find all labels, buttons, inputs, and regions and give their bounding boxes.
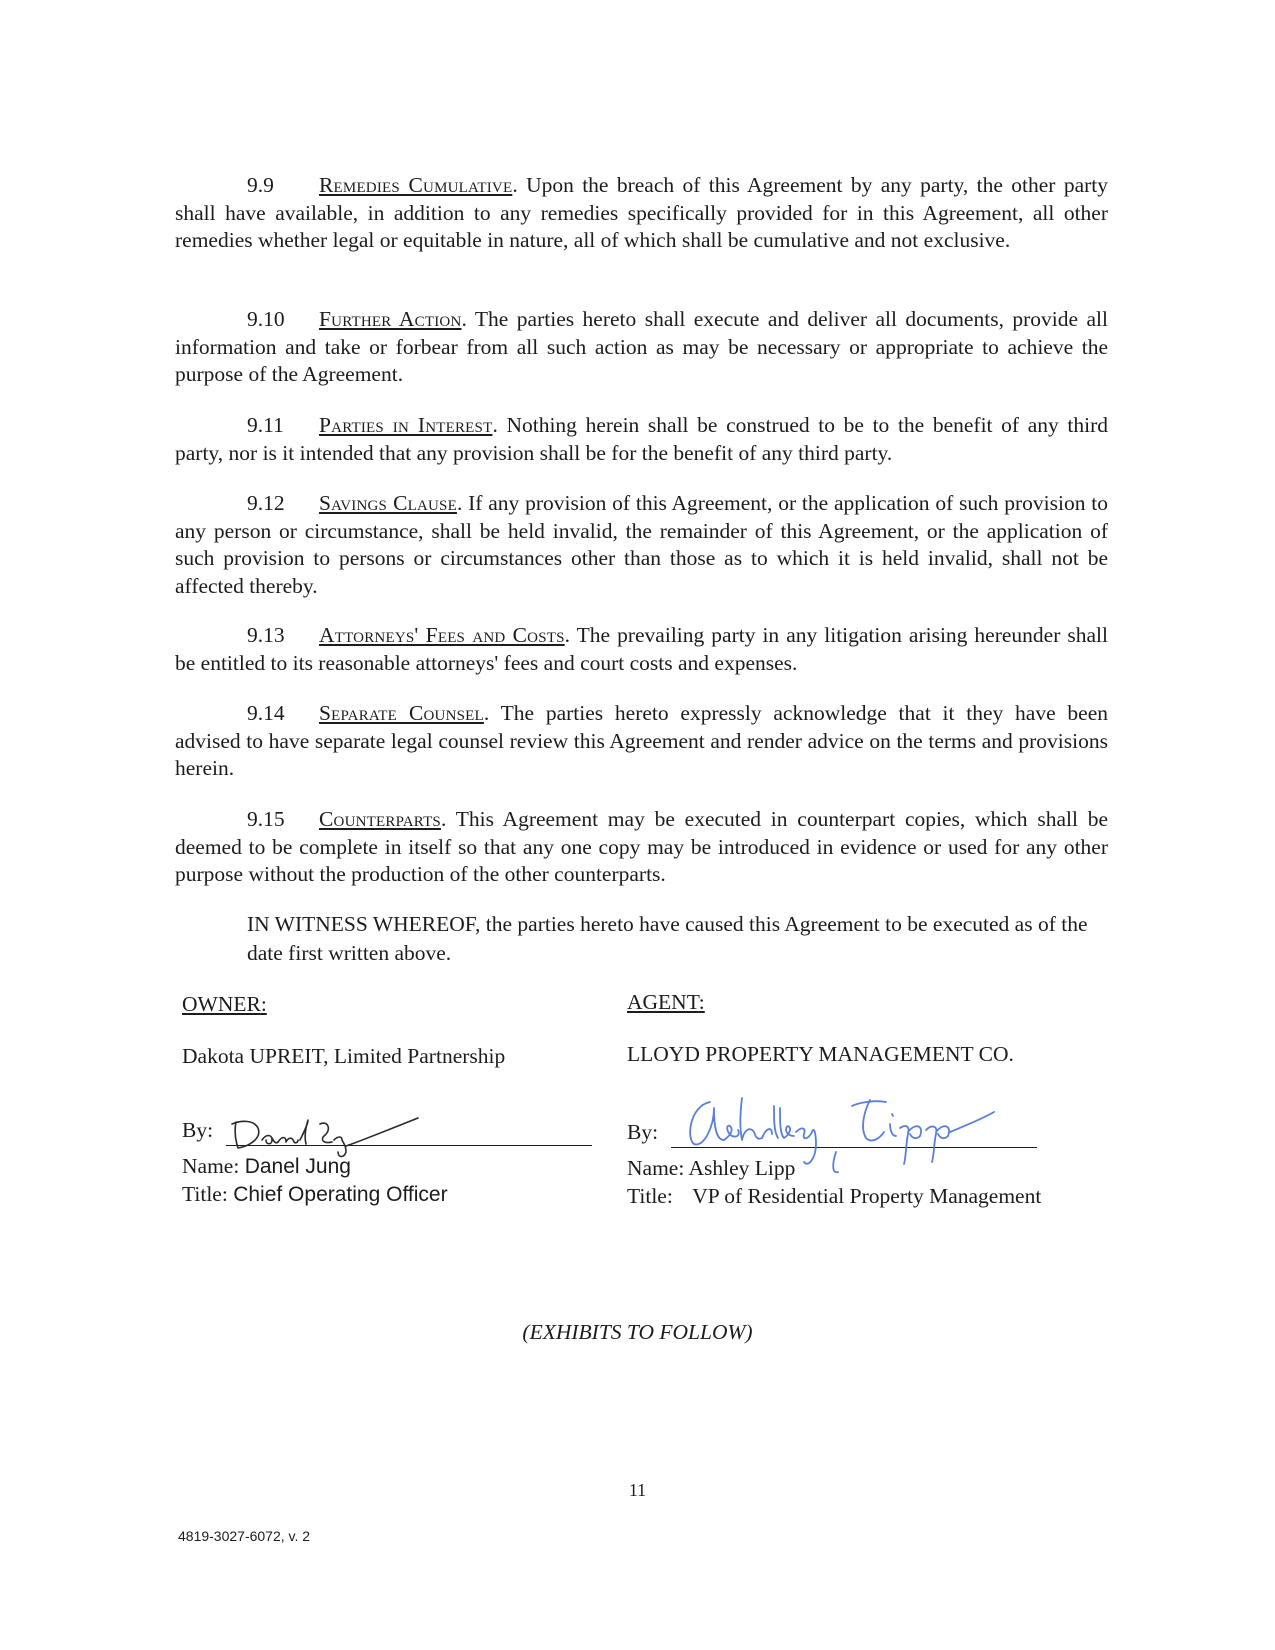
section-heading: Separate Counsel xyxy=(319,701,484,725)
section-9-9 xyxy=(175,172,1108,255)
agent-name: Ashley Lipp xyxy=(688,1156,796,1180)
section-text: . Nothing herein shall be construed to be to the benefit of any third party, nor is it intended that any provision shall be for the benefit of any third party. xyxy=(175,413,1108,465)
witness-text: IN WITNESS WHEREOF, the parties hereto have caused this Agreement to be executed as of the date first written above. xyxy=(247,912,1088,965)
section-number: 9.14 xyxy=(247,701,285,725)
exhibits-note: (EXHIBITS TO FOLLOW) xyxy=(522,1320,753,1344)
owner-name-label: Name: xyxy=(182,1154,240,1178)
section-9-13 xyxy=(175,622,1108,677)
owner-title: Chief Operating Officer xyxy=(233,1183,448,1206)
owner-entity: Dakota UPREIT, Limited Partnership xyxy=(182,1044,506,1068)
section-number: 9.11 xyxy=(247,413,284,437)
owner-signature-image xyxy=(228,1112,428,1162)
section-number: 9.9 xyxy=(247,173,274,197)
section-text: . This Agreement may be executed in counterpart copies, which shall be deemed to be complete in itself so that any one copy may be introduced in evidence or used for any other purpose without the production of the other counterparts. xyxy=(175,807,1108,886)
section-9-11 xyxy=(175,412,1108,467)
section-text: . If any provision of this Agreement, or the application of such provision to any person or circumstance, shall be held invalid, the remainder of this Agreement, or the application of such provision to persons or circumstances other than those as to which it is held invalid, shall not be affected thereby. xyxy=(175,491,1108,598)
section-text: . The parties hereto shall execute and deliver all documents, provide all information and take or forbear from all such action as may be necessary or appropriate to achieve the purpose of the Agreement. xyxy=(175,307,1109,386)
section-text: . The prevailing party in any litigation arising hereunder shall be entitled to its reasonable attorneys' fees and court costs and expenses. xyxy=(175,623,1108,675)
owner-by-label: By: xyxy=(182,1118,214,1142)
witness-clause xyxy=(175,910,1108,968)
owner-label-text: OWNER xyxy=(182,992,261,1016)
section-heading: Savings Clause xyxy=(319,491,457,515)
agent-by-label: By: xyxy=(627,1120,659,1144)
section-heading: Counterparts xyxy=(319,807,441,831)
section-number: 9.15 xyxy=(247,807,285,831)
agent-signature-image xyxy=(680,1082,1010,1182)
section-number: 9.10 xyxy=(247,307,285,331)
agent-label-colon: : xyxy=(698,990,705,1014)
page-number: 11 xyxy=(628,1480,647,1500)
owner-name: Danel Jung xyxy=(244,1155,351,1178)
owner-label xyxy=(182,992,267,1017)
document-id: 4819-3027-6072, v. 2 xyxy=(178,1528,311,1544)
agent-title: VP of Residential Property Management xyxy=(692,1184,1042,1208)
section-text: . Upon the breach of this Agreement by any party, the other party shall have available, in addition to any remedies specifically provided for in this Agreement, all other remedies whether legal or equitable in nature, all of which shall be cumulative and not exclusive. xyxy=(175,173,1108,252)
section-9-12 xyxy=(175,490,1108,600)
agent-label-text: AGENT xyxy=(627,990,699,1014)
agent-title-label: Title: xyxy=(627,1184,673,1208)
owner-title-row xyxy=(182,1180,602,1208)
section-text: . The parties hereto expressly acknowledge that it they have been advised to have separate legal counsel review this Agreement and render advice on the terms and provisions herein. xyxy=(175,701,1108,780)
section-heading: Remedies Cumulative xyxy=(319,173,513,197)
section-heading: Further Action xyxy=(319,307,462,331)
agent-name-label: Name: xyxy=(627,1156,685,1180)
owner-label-colon: : xyxy=(260,992,267,1016)
section-heading: Parties in Interest xyxy=(319,413,493,437)
section-9-10 xyxy=(175,306,1108,389)
section-heading: Attorneys' Fees and Costs xyxy=(319,623,565,647)
section-number: 9.13 xyxy=(247,623,285,647)
section-9-14 xyxy=(175,700,1108,783)
agent-entity: LLOYD PROPERTY MANAGEMENT CO. xyxy=(627,1042,1014,1066)
section-number: 9.12 xyxy=(247,491,285,515)
section-9-15 xyxy=(175,806,1108,889)
owner-title-label: Title: xyxy=(182,1182,228,1206)
agent-label xyxy=(627,990,705,1015)
agent-title-row xyxy=(627,1182,1067,1210)
